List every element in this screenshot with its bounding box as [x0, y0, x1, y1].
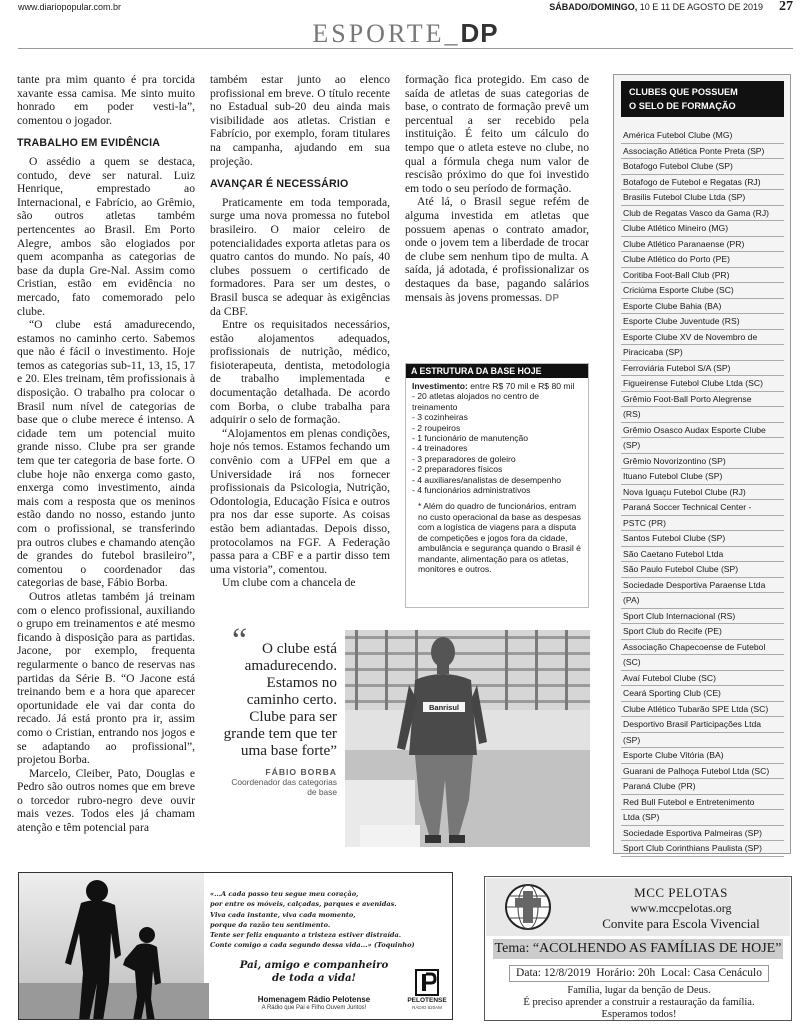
site-url[interactable]: www.diariopopular.com.br [18, 2, 122, 12]
radio-logo-name: PELOTENSE [407, 997, 447, 1004]
club-list-item: Sociedade Desportiva Paraense Ltda [621, 578, 784, 594]
club-list-item: Associação Chapecoense de Futebol [621, 640, 784, 656]
mcc-url[interactable]: www.mccpelotas.org [630, 901, 732, 915]
edition-date: SÁBADO/DOMINGO, 10 E 11 DE AGOSTO DE 2019 [549, 2, 763, 12]
club-list-item: Sociedade Esportiva Palmeiras (SP) [621, 826, 784, 842]
mcc-theme: Tema: “ACOLHENDO AS FAMÍLIAS DE HOJE” [493, 939, 783, 959]
club-list-item: Criciúma Esporte Clube (SC) [621, 283, 784, 299]
paragraph: Outros atletas também já treinam com o elenco profissional, auxiliando o grupo em treinamentos e até mesmo ficando à disposição para as partidas. Jacone, por exemplo, frequenta regularmente o banco de reservas nas partidas da Série B. “O Jacone está treinando bem e a hora que aparecer oportunidade ele vai dar conta do recado. Já está pronto pra ir, assim como o Cristian, entrando nos jogos e se adaptando ao profissional”, projetou Borba. [17, 589, 195, 767]
club-list-item: (SP) [621, 733, 784, 749]
club-list-item: PSTC (PR) [621, 516, 784, 532]
father-son-silhouette [19, 873, 209, 1020]
ad-homenagem-sub: A Rádio que Pai e Filho Ouvem Juntos! [261, 1005, 367, 1011]
mcc-event-info: Data: 12/8/2019 Horário: 20h Local: Casa Cenáculo [509, 965, 769, 982]
club-list-item: Red Bull Futebol e Entretenimento [621, 795, 784, 811]
club-list-item: Ceará Sporting Club (CE) [621, 686, 784, 702]
paragraph: Marcelo, Cleiber, Pato, Douglas e Pedro são outros nomes que em breve o torcedor rubro-negro deve ouvir mais vezes. Todos eles já chamam atenção e têm potencial para [17, 766, 195, 835]
club-list-item: Clube Atlético Paranaense (PR) [621, 237, 784, 253]
club-list-item: (RS) [621, 407, 784, 423]
club-list-item: Piracicaba (SP) [621, 345, 784, 361]
club-list-item: Sport Club Internacional (RS) [621, 609, 784, 625]
structure-item: - 2 roupeiros [412, 422, 461, 433]
structure-note: * Além do quadro de funcionários, entram no custo operacional da base as despesas com a logística de viagens para a disputa de competições e jogos fora da cidade, ambulância e segurança quando o Brasil é mandante, alimentação para os atletas, monitores e outros. [418, 501, 581, 574]
club-list-item: Grêmio Novorizontino (SP) [621, 454, 784, 470]
club-list-item: Sport Club Corinthians Paulista (SP) [621, 841, 784, 857]
header-rule [18, 48, 793, 49]
club-list-item: (SP) [621, 438, 784, 454]
ad-mcc-pelotas[interactable] [484, 876, 792, 1021]
structure-item: - 4 treinadores [412, 443, 468, 454]
article-column-2 [210, 73, 390, 590]
mcc-invite: Convite para Escola Vivencial [602, 916, 760, 931]
subheading: TRABALHO EM EVIDÊNCIA [17, 137, 161, 150]
player-photo [345, 630, 590, 847]
clubs-box [613, 74, 791, 854]
club-list-item: Botafogo de Futebol e Regatas (RJ) [621, 175, 784, 191]
quote-mark-icon: “ [232, 622, 248, 659]
article-column-1 [17, 73, 195, 835]
quote-role: Coordenador das categorias de base [231, 777, 337, 797]
structure-box [405, 363, 589, 608]
paragraph: também estar junto ao elenco profissional em breve. O título recente no Estadual sub-20 deu ainda mais visibilidade aos atletas. Cristian e Fabrício, por exemplo, foram titulares na campanha, ajudando em sua projeção. [210, 73, 390, 168]
club-list-item: Guarani de Palhoça Futebol Ltda (SC) [621, 764, 784, 780]
paragraph: “O clube está amadurecendo, estamos no caminho certo. Sabemos que não é fácil o investimento. Hoje temos as categorias sub-11, 13, 15, 17 e 20. Eles treinam, têm profissionais à disposição. O trabalho pra colocar o Brasil num nível de categorias de base que o clube merece é intenso. A cidade tem um potencial muito grande nisso. Clube pra ser grande tem que ter categoria de base forte. O clube hoje não enxerga como gasto, enxerga como investimento, ainda mais com a resposta que os meninos estão dando no nosso, estando junto com o profissional, se transferindo pra outros clubes e chamando atenção de grandes do futebol brasileiro”, comentou o coordenador das categorias de base, Fábio Borba. [17, 318, 195, 590]
paragraph: “Alojamentos em plenas condições, hoje nós temos. Estamos fechando um convênio com a UFPel em que a Universidade irá nos fornecer profissionais da Psicologia, Nutrição, Odontologia, Educação Física e outros pra nos dar esse suporte. As coisas estão bem adiantadas. Depois disso, protocolamos na FGF. A Federação passa para a CBF e a partir disso tem uma vistoria”, comentou. [210, 426, 390, 576]
structure-item: - 3 preparadores de goleiro [412, 453, 516, 464]
shirt-sponsor: Banrisul [428, 703, 460, 712]
section-name: ESPORTE [312, 19, 445, 48]
club-list-item: Ltda (SP) [621, 810, 784, 826]
structure-item: - 4 auxiliares/analistas de desempenho [412, 474, 562, 485]
structure-item: - 2 preparadores físicos [412, 464, 503, 475]
paragraph: Um clube com a chancela de [222, 576, 356, 590]
structure-item: - 1 funcionário de manutenção [412, 433, 529, 444]
mcc-globe-cross-icon [503, 883, 553, 931]
club-list-item: América Futebol Clube (MG) [621, 128, 784, 144]
structure-box-body [406, 378, 588, 577]
club-list-item: Clube Atlético Tubarão SPE Ltda (SC) [621, 702, 784, 718]
club-list-item: Paraná Clube (PR) [621, 779, 784, 795]
radio-pelotense-logo-icon [415, 969, 439, 996]
club-list-item: Santos Futebol Clube (SP) [621, 531, 784, 547]
club-list-item: Grêmio Foot-Ball Porto Alegrense [621, 392, 784, 408]
radio-logo-sub: RÁDIO 620AM [412, 1005, 442, 1010]
section-brand: DP [460, 18, 499, 48]
club-list-item: Clube Atlético Mineiro (MG) [621, 221, 784, 237]
paragraph: O assédio a quem se destaca, contudo, deve ser natural. Luiz Henrique, emprestado ao Internacional, e Fabrício, ao Grêmio, são outros atletas também pertencentes ao Brasil. Em Porto Alegre, ambos são elogiados por quem acompanha as categorias de base da dupla Gre-Nal. Assim como Cristian, estão em evidência no mercado, fato comemorado pelo clube. [17, 154, 195, 318]
club-list-item: Botafogo Futebol Clube (SP) [621, 159, 784, 175]
paragraph: tante pra mim quanto é pra torcida xavante essa camisa. Me sinto muito honrado em poder vesti-la”, comentou o jogador. [17, 73, 195, 127]
structure-item: - 4 funcionários administrativos [412, 485, 531, 496]
club-list-item: São Caetano Futebol Ltda [621, 547, 784, 563]
club-list-item: Esporte Clube Vitória (BA) [621, 748, 784, 764]
player-photo-illustration [345, 630, 590, 847]
club-list-item: Esporte Clube XV de Novembro de [621, 330, 784, 346]
ad-radio-pelotense[interactable] [18, 872, 453, 1020]
club-list-item: Associação Atlética Ponte Preta (SP) [621, 144, 784, 160]
page-header [18, 0, 793, 14]
clubs-list [621, 128, 784, 857]
structure-item: - 20 atletas alojados no centro de treinamento [412, 391, 540, 412]
club-list-item: Paraná Soccer Technical Center - [621, 500, 784, 516]
page-number: 27 [779, 0, 793, 14]
ad-poem: «...A cada passo teu segue meu coração, por entre os móveis, calçadas, parques e avenidas. Viva cada instante, viva cada momento, porque da razão teu sentimento. Tente ser feliz enquanto a tristeza estiver distraída. Conte comigo a cada segundo dessa vida...» (Toquinho) [210, 890, 415, 950]
club-list-item: Figueirense Futebol Clube Ltda (SC) [621, 376, 784, 392]
club-list-item: Avaí Futebol Clube (SC) [621, 671, 784, 687]
club-list-item: Esporte Clube Juventude (RS) [621, 314, 784, 330]
mcc-footer: Família, lugar da benção de Deus. É preciso aprender a construir a restauração da família. Esperamos todos! [523, 985, 755, 1020]
paragraph: Entre os requisitados necessários, estão alojamentos adequados, profissionais de nutrição, médico, fisioterapeuta, dentista, metodologia de trabalho implementada e documentação detalhada. De acordo com Borba, o clube trabalha para adquirir o selo de formação. [210, 318, 390, 427]
paragraph: Até lá, o Brasil segue refém de alguma investida em atletas que possuem apenas o contrato amador, onde o jovem tem a liberdade de trocar de clube sem nenhum tipo de multa. A saída, já adotada, é profissionalizar os destaques da base, pagando salários mensais às jovens promessas. DP [405, 195, 589, 304]
club-list-item: Coritiba Foot-Ball Club (PR) [621, 268, 784, 284]
ad-slogan: Pai, amigo e companheiro de toda a vida! [239, 959, 389, 984]
club-list-item: Club de Regatas Vasco da Gama (RJ) [621, 206, 784, 222]
article-column-3 [405, 73, 589, 305]
ad-homenagem: Homenagem Rádio Pelotense [257, 995, 371, 1004]
quote-text: O clube está amadurecendo. Estamos no caminho certo. Clube para ser grande tem que ter uma base forte” [223, 640, 337, 759]
club-list-item: (SC) [621, 655, 784, 671]
structure-box-title: A ESTRUTURA DA BASE HOJE [406, 364, 588, 378]
club-list-item: Esporte Clube Bahia (BA) [621, 299, 784, 315]
club-list-item: Desportivo Brasil Participações Ltda [621, 717, 784, 733]
quote-author: FÁBIO BORBA [265, 767, 337, 777]
structure-item: - 3 cozinheiras [412, 412, 468, 423]
subheading: AVANÇAR É NECESSÁRIO [210, 178, 349, 191]
club-list-item: Ferroviária Futebol S/A (SP) [621, 361, 784, 377]
clubs-box-title: CLUBES QUE POSSUEM O SELO DE FORMAÇÃO [621, 81, 784, 117]
club-list-item: (PA) [621, 593, 784, 609]
club-list-item: São Paulo Futebol Clube (SP) [621, 562, 784, 578]
club-list-item: Sport Club do Recife (PE) [621, 624, 784, 640]
mcc-title: MCC PELOTAS [634, 885, 728, 900]
club-list-item: Grêmio Osasco Audax Esporte Clube [621, 423, 784, 439]
pull-quote [222, 622, 337, 825]
investment-line: Investimento: entre R$ 70 mil e R$ 80 mil [412, 381, 575, 391]
club-list-item: Ituano Futebol Clube (SP) [621, 469, 784, 485]
paragraph: formação fica protegido. Em caso de saída de atletas de suas categorias de base, o contrato de formação prevê um percentual a ser recebido pela instituição. É feito um cálculo do tempo que o atleta esteve no clube, no qual a fórmula chega num valor de rescisão próximo do que foi investido em todo o seu período de formação. [405, 73, 589, 195]
club-list-item: Brasilis Futebol Clube Ltda (SP) [621, 190, 784, 206]
end-mark: DP [545, 292, 559, 304]
club-list-item: Clube Atlético do Porto (PE) [621, 252, 784, 268]
section-title: ESPORTE_DP [312, 18, 499, 48]
paragraph: Praticamente em toda temporada, surge uma nova promessa no futebol brasileiro. O maior celeiro de potencialidades exporta atletas para os quatro cantos do mundo. No país, 40 clubes possuem o certificado de formadores. Para ser um destes, o Brasil busca se adequar às exigências da CBF. [210, 195, 390, 318]
club-list-item: Nova Iguaçu Futebol Clube (RJ) [621, 485, 784, 501]
